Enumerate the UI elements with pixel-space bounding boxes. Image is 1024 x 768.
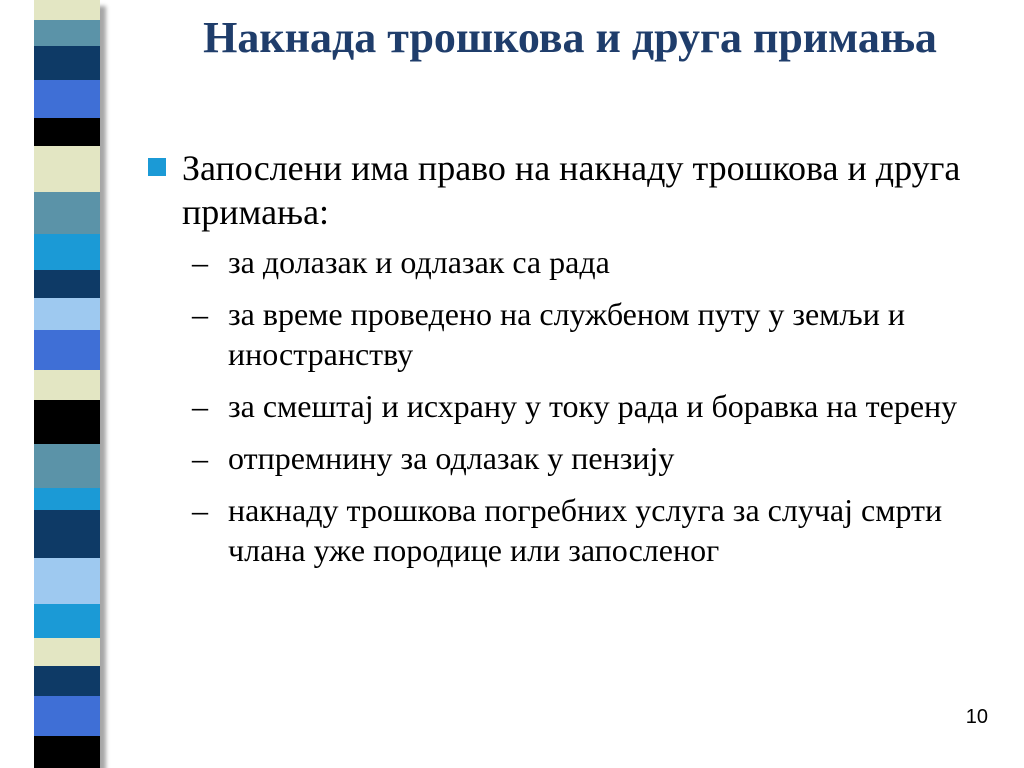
sub-bullet-text: за време проведено на службеном путу у земљи и иностранству (228, 296, 905, 372)
stripe-band (34, 20, 100, 46)
stripe-band (34, 234, 100, 270)
stripe-band (34, 80, 100, 118)
stripe-band (34, 510, 100, 558)
slide-title: Накнада трошкова и друга примања (203, 13, 937, 62)
page-number: 10 (965, 706, 988, 728)
list-item (140, 490, 1000, 570)
stripe-band (34, 146, 100, 192)
dash-bullet: – (192, 492, 208, 528)
stripe-band (34, 118, 100, 146)
stripe-band (34, 638, 100, 666)
stripe-band (34, 666, 100, 696)
main-bullet (140, 146, 1000, 234)
slide-content (140, 146, 1000, 582)
stripe-band (34, 400, 100, 444)
stripe-band (34, 604, 100, 638)
list-item (140, 438, 1000, 478)
stripe-band (34, 0, 100, 20)
sub-bullet-text: отпремнину за одлазак у пензију (228, 440, 675, 476)
list-item (140, 242, 1000, 282)
stripe-band (34, 444, 100, 488)
decorative-stripe-bar (34, 0, 100, 768)
stripe-band (34, 696, 100, 736)
stripe-band (34, 370, 100, 400)
sub-bullet-list (140, 242, 1000, 570)
stripe-band (34, 558, 100, 604)
stripe-band (34, 192, 100, 234)
stripe-band (34, 488, 100, 510)
dash-bullet: – (192, 244, 208, 280)
stripe-band (34, 270, 100, 298)
main-bullet-text: Запослени има право на накнаду трошкова и друга примања: (182, 148, 961, 232)
stripe-band (34, 330, 100, 370)
square-bullet-icon (148, 158, 166, 176)
dash-bullet: – (192, 440, 208, 476)
dash-bullet: – (192, 388, 208, 424)
list-item (140, 386, 1000, 426)
list-item (140, 294, 1000, 374)
sub-bullet-text: накнаду трошкова погребних услуга за случај смрти члана уже породице или запосленог (228, 492, 943, 568)
dash-bullet: – (192, 296, 208, 332)
sub-bullet-text: за смештај и исхрану у току рада и боравка на терену (228, 388, 958, 424)
stripe-band (34, 736, 100, 768)
stripe-band (34, 298, 100, 330)
sub-bullet-text: за долазак и одлазак са рада (228, 244, 610, 280)
stripe-band (34, 46, 100, 80)
